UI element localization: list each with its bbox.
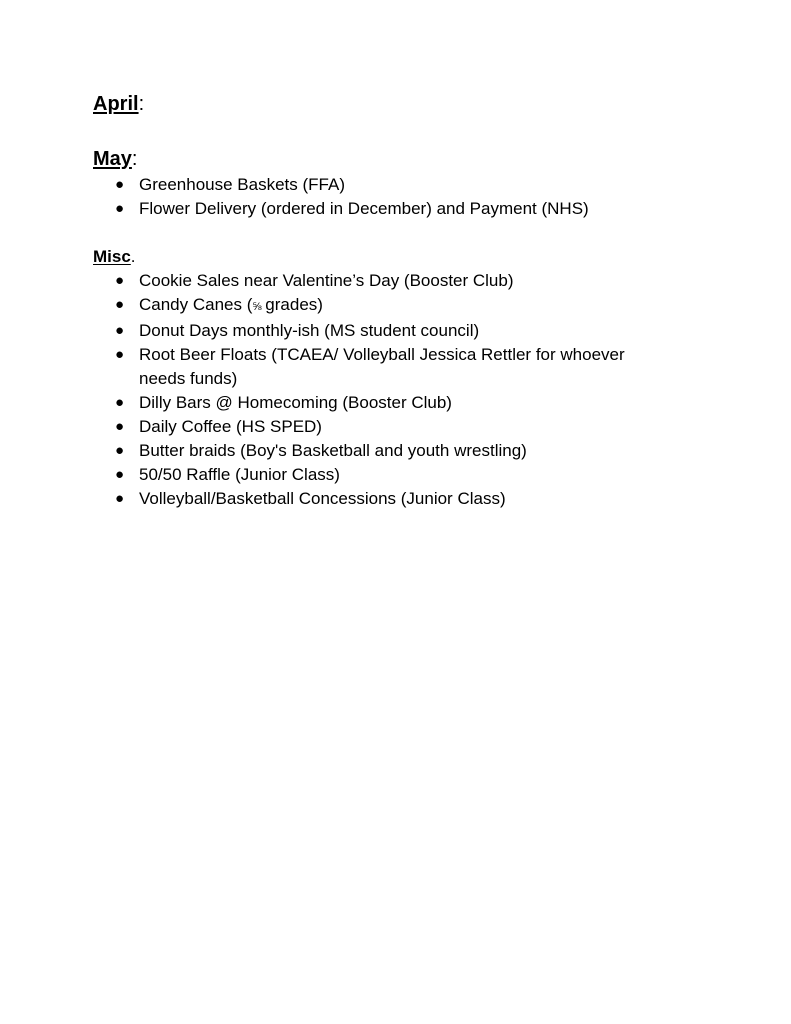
bullet-icon: ● (115, 176, 125, 193)
misc-list (93, 269, 693, 511)
bullet-icon: ● (115, 466, 125, 483)
bullet-icon: ● (115, 200, 125, 217)
heading-april-punct: : (138, 93, 145, 115)
list-item-text: Greenhouse Baskets (FFA) (139, 175, 345, 194)
may-list (93, 173, 693, 221)
bullet-icon: ● (115, 272, 125, 289)
list-item-text: Dilly Bars @ Homecoming (Booster Club) (139, 393, 452, 412)
list-item-text: Root Beer Floats (TCAEA/ Volleyball Jessica Rettler for whoever needs funds) (139, 345, 625, 388)
bullet-icon: ● (115, 296, 125, 313)
bullet-icon: ● (115, 490, 125, 507)
fraction-text: ⅝ (252, 301, 261, 313)
bullet-icon: ● (115, 322, 125, 339)
document-page (93, 90, 693, 511)
heading-misc (93, 245, 693, 269)
section-april (93, 90, 693, 118)
list-item (93, 415, 669, 439)
list-item (93, 439, 669, 463)
list-item (93, 343, 669, 391)
list-item (93, 463, 669, 487)
section-misc (93, 245, 693, 511)
list-item-text-rest: grades) (260, 295, 323, 314)
list-item (93, 197, 669, 221)
section-may (93, 145, 693, 221)
list-item (93, 319, 669, 343)
list-item-text: Butter braids (Boy's Basketball and youth wrestling) (139, 441, 527, 460)
bullet-icon: ● (115, 418, 125, 435)
list-item-text: Daily Coffee (HS SPED) (139, 417, 322, 436)
heading-april-title: April (93, 93, 139, 115)
bullet-icon: ● (115, 442, 125, 459)
heading-misc-title: Misc (93, 247, 131, 266)
list-item (93, 487, 669, 511)
list-item-text: Candy Canes ( (139, 295, 253, 314)
bullet-icon: ● (115, 394, 125, 411)
list-item-text: Donut Days monthly-ish (MS student council) (139, 321, 480, 340)
list-item-text: Flower Delivery (ordered in December) and Payment (NHS) (139, 199, 589, 218)
heading-may-title: May (93, 148, 132, 170)
list-item (93, 173, 669, 197)
list-item-text: 50/50 Raffle (Junior Class) (139, 465, 340, 484)
list-item-text: Cookie Sales near Valentine’s Day (Booster Club) (139, 271, 514, 290)
heading-misc-punct: . (130, 247, 136, 266)
list-item-text: Volleyball/Basketball Concessions (Junior Class) (139, 489, 506, 508)
heading-april (93, 90, 693, 118)
bullet-icon: ● (115, 346, 125, 363)
list-item (93, 391, 669, 415)
heading-may-punct: : (131, 148, 138, 170)
list-item (93, 293, 669, 319)
list-item (93, 269, 669, 293)
heading-may (93, 145, 693, 173)
